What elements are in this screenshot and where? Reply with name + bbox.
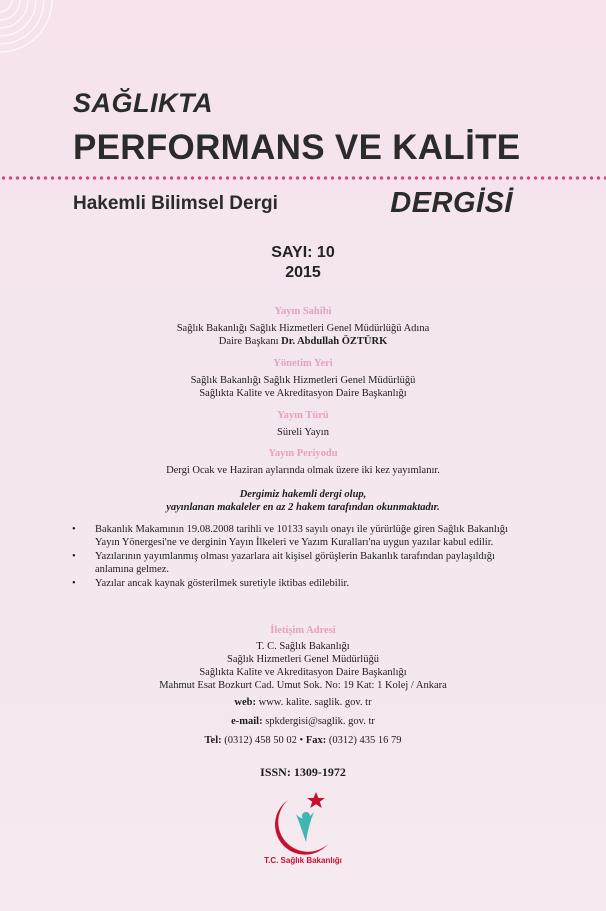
management-line-1: Sağlık Bakanlığı Sağlık Hizmetleri Genel Müdürlüğü <box>190 375 416 386</box>
management-section <box>0 357 606 400</box>
fax-value: (0312) 435 16 79 <box>326 735 402 746</box>
note-item: • Yazılarının yayımlanmış olması yazarlara ait kişisel görüşlerin Bakanlık tarafından paylaşıldığı anlamına gelmez. <box>72 550 532 576</box>
publisher-line-1: Sağlık Bakanlığı Sağlık Hizmetleri Genel Müdürlüğü Adına <box>176 323 430 334</box>
contact-email <box>0 715 606 728</box>
issue-number: SAYI: 10 <box>271 244 335 261</box>
contact-line-2: Sağlık Hizmetleri Genel Müdürlüğü <box>227 654 379 665</box>
logo-text: T.C. Sağlık Bakanlığı <box>264 856 342 865</box>
issn <box>0 766 606 779</box>
period-section <box>0 447 606 477</box>
title-line-3: DERGİSİ <box>390 187 513 219</box>
review-line-2: yayınlanan makaleler en az 2 hakem tarafından okunmaktadır. <box>166 502 440 513</box>
note-item: • Yazılar ancak kaynak gösterilmek suretiyle iktibas edilebilir. <box>72 577 532 590</box>
management-line-2: Sağlıkta Kalite ve Akreditasyon Daire Başkanlığı <box>199 388 407 399</box>
management-heading: Yönetim Yeri <box>273 358 333 369</box>
decorative-rings <box>0 0 70 70</box>
period-heading: Yayın Periyodu <box>268 448 338 459</box>
contact-line-3: Sağlıkta Kalite ve Akreditasyon Daire Başkanlığı <box>199 667 407 678</box>
ministry-logo-icon <box>258 786 348 866</box>
web-label: web: <box>234 697 256 708</box>
notes-list <box>72 523 532 591</box>
issn-value: ISSN: 1309-1972 <box>260 765 346 779</box>
contact-phone <box>0 734 606 747</box>
contact-section <box>0 624 606 747</box>
publisher-title: Daire Başkanı <box>218 336 282 347</box>
title-line-2: PERFORMANS VE KALİTE <box>73 128 521 167</box>
publisher-section <box>0 305 606 348</box>
type-value: Süreli Yayın <box>277 427 329 438</box>
type-heading: Yayın Türü <box>277 410 329 421</box>
publisher-line-2 <box>0 335 606 348</box>
web-link[interactable]: www. kalite. saglik. gov. tr <box>256 697 372 708</box>
subtitle: Hakemli Bilimsel Dergi <box>73 193 278 214</box>
tel-label: Tel: <box>204 735 222 746</box>
review-section <box>0 488 606 514</box>
email-link[interactable]: spkdergisi@saglik. gov. tr <box>262 716 375 727</box>
review-line-1: Dergimiz hakemli dergi olup, <box>239 489 367 500</box>
publisher-heading: Yayın Sahibi <box>274 306 332 317</box>
contact-line-4: Mahmut Esat Bozkurt Cad. Umut Sok. No: 19 Kat: 1 Kolej / Ankara <box>159 680 447 691</box>
period-value: Dergi Ocak ve Haziran aylarında olmak üzere iki kez yayımlanır. <box>166 465 440 476</box>
dotted-divider <box>0 175 606 181</box>
issue-year: 2015 <box>285 264 321 281</box>
note-item: • Bakanlık Makamının 19.08.2008 tarihli ve 10133 sayılı onayı ile yürürlüğe giren Sağlık Bakanlığı Yayın Yönergesi'ne ve derginin Yayın İlkeleri ve Yazım Kuralları'na uygun yazılar kabul edilir. <box>72 523 532 549</box>
contact-heading: İletişim Adresi <box>270 625 336 636</box>
contact-web <box>0 696 606 709</box>
publisher-name: Dr. Abdullah ÖZTÜRK <box>281 336 388 347</box>
contact-line-1: T. C. Sağlık Bakanlığı <box>256 641 350 652</box>
title-line-1: SAĞLIKTA <box>73 88 213 118</box>
email-label: e-mail: <box>231 716 263 727</box>
tel-value: (0312) 458 50 02 • <box>221 735 306 746</box>
fax-label: Fax: <box>305 735 327 746</box>
type-section <box>0 409 606 439</box>
